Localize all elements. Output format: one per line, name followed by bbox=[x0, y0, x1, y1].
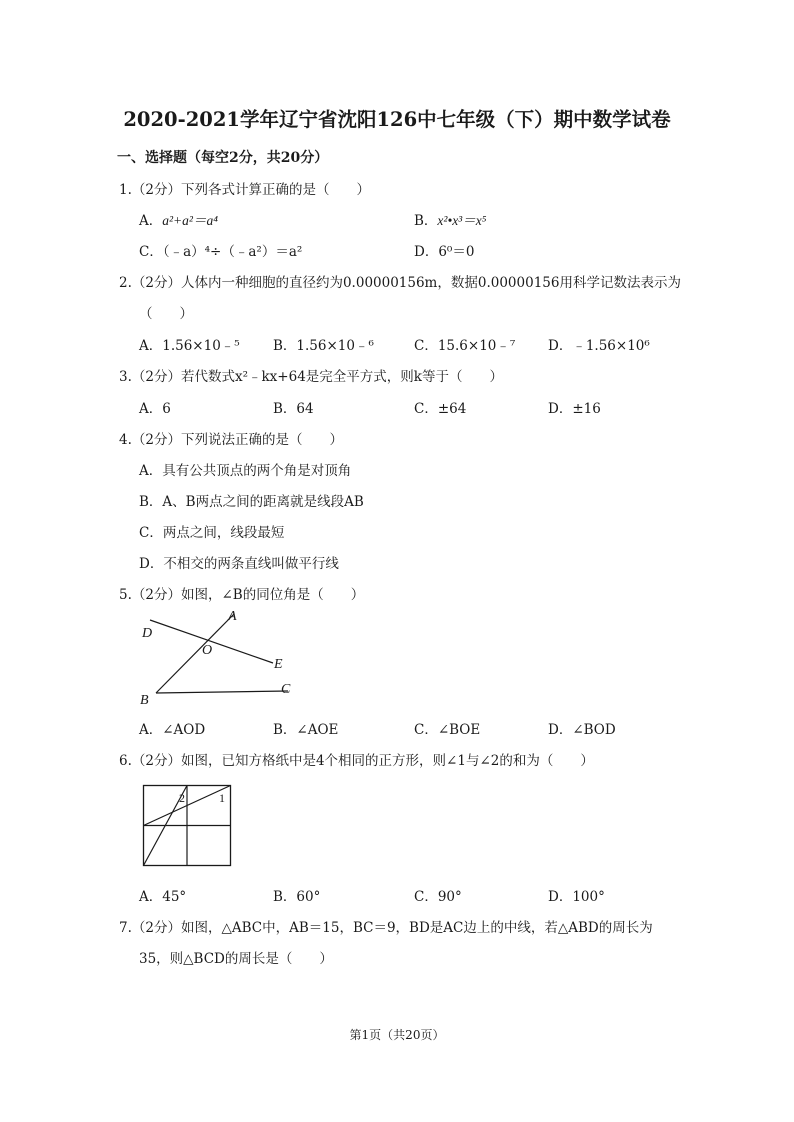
q6-angle-label-2: 2 bbox=[179, 791, 185, 805]
q5-option-b[interactable]: B．∠AOE bbox=[273, 722, 339, 738]
q3-option-b[interactable]: B．64 bbox=[273, 401, 314, 417]
q2-option-b[interactable]: B．1.56×10﹣⁶ bbox=[273, 338, 374, 354]
q2-option-c[interactable]: C．15.6×10﹣⁷ bbox=[414, 338, 516, 354]
q4-option-a[interactable]: A．具有公共顶点的两个角是对顶角 bbox=[139, 463, 352, 479]
q1-option-c-text: （﹣a）⁴÷（﹣a²）＝a² bbox=[162, 244, 303, 260]
question-5-stem: 5.（2分）如图，∠B的同位角是（ ） bbox=[119, 587, 365, 603]
q2-option-a[interactable]: A．1.56×10﹣⁵ bbox=[139, 338, 240, 354]
q1-option-d-label: D． bbox=[414, 244, 439, 260]
q6-option-d[interactable]: D．100° bbox=[548, 889, 605, 905]
q5-label-e: E bbox=[274, 657, 283, 672]
q3-option-c[interactable]: C．±64 bbox=[414, 401, 467, 417]
q5-option-c[interactable]: C．∠BOE bbox=[414, 722, 481, 738]
q5-option-d[interactable]: D．∠BOD bbox=[548, 722, 616, 738]
q6-option-c[interactable]: C．90° bbox=[414, 889, 462, 905]
q1-option-b[interactable] bbox=[414, 209, 486, 229]
q1-option-a[interactable] bbox=[139, 209, 218, 229]
question-3-stem: 3.（2分）若代数式x²﹣kx+64是完全平方式，则k等于（ ） bbox=[119, 369, 503, 385]
q5-option-a[interactable]: A．∠AOD bbox=[139, 722, 206, 738]
q1-option-a-text: a²+a²＝a⁴ bbox=[162, 213, 218, 228]
question-2-stem-line1: 2.（2分）人体内一种细胞的直径约为0.00000156m，数据0.00000156用科学记数法表示为 bbox=[119, 275, 681, 291]
q3-option-a[interactable]: A．6 bbox=[139, 401, 171, 417]
q5-label-c: C bbox=[281, 682, 291, 697]
q1-option-c-label: C． bbox=[139, 244, 163, 260]
question-7-stem-line1: 7.（2分）如图，△ABC中，AB＝15，BC＝9，BD是AC边上的中线，若△ABD的周长为 bbox=[119, 920, 653, 936]
q5-label-o: O bbox=[202, 643, 213, 658]
page-title: 2020-2021学年辽宁省沈阳126中七年级（下）期中数学试卷 bbox=[123, 108, 671, 131]
q6-option-b[interactable]: B．60° bbox=[273, 889, 321, 905]
q1-option-d-text: 6⁰＝0 bbox=[438, 244, 475, 260]
q6-figure-grid bbox=[140, 782, 236, 868]
q1-option-c[interactable] bbox=[139, 240, 302, 260]
q3-option-d[interactable]: D．±16 bbox=[548, 401, 601, 417]
question-6-stem: 6.（2分）如图，已知方格纸中是4个相同的正方形，则∠1与∠2的和为（ ） bbox=[119, 753, 594, 769]
q4-option-b[interactable]: B．A、B两点之间的距离就是线段AB bbox=[139, 494, 364, 510]
q6-angle-label-1: 1 bbox=[219, 791, 225, 805]
q1-option-a-label: A． bbox=[139, 213, 163, 229]
q5-label-d: D bbox=[142, 626, 153, 641]
q1-option-b-label: B． bbox=[414, 213, 438, 229]
question-1-stem: 1.（2分）下列各式计算正确的是（ ） bbox=[119, 182, 370, 198]
question-2-stem-line2: （ ） bbox=[139, 306, 193, 322]
q1-option-d[interactable] bbox=[414, 240, 474, 260]
q5-figure-transversal bbox=[136, 606, 306, 710]
q5-line-bc bbox=[156, 691, 288, 693]
q1-option-b-text: x²•x³＝x⁵ bbox=[437, 213, 487, 228]
q4-option-c[interactable]: C．两点之间，线段最短 bbox=[139, 525, 285, 541]
q2-option-d[interactable]: D．﹣1.56×10⁶ bbox=[548, 338, 650, 354]
section-heading-choice: 一、选择题（每空2分，共20分） bbox=[117, 150, 329, 166]
page-footer: 第1页（共20页） bbox=[349, 1028, 445, 1042]
q6-option-a[interactable]: A．45° bbox=[139, 889, 187, 905]
question-7-stem-line2: 35，则△BCD的周长是（ ） bbox=[139, 951, 333, 967]
q4-option-d[interactable]: D．不相交的两条直线叫做平行线 bbox=[139, 556, 339, 572]
question-4-stem: 4.（2分）下列说法正确的是（ ） bbox=[119, 432, 343, 448]
q5-label-b: B bbox=[140, 693, 149, 708]
q5-label-a: A bbox=[228, 609, 237, 624]
